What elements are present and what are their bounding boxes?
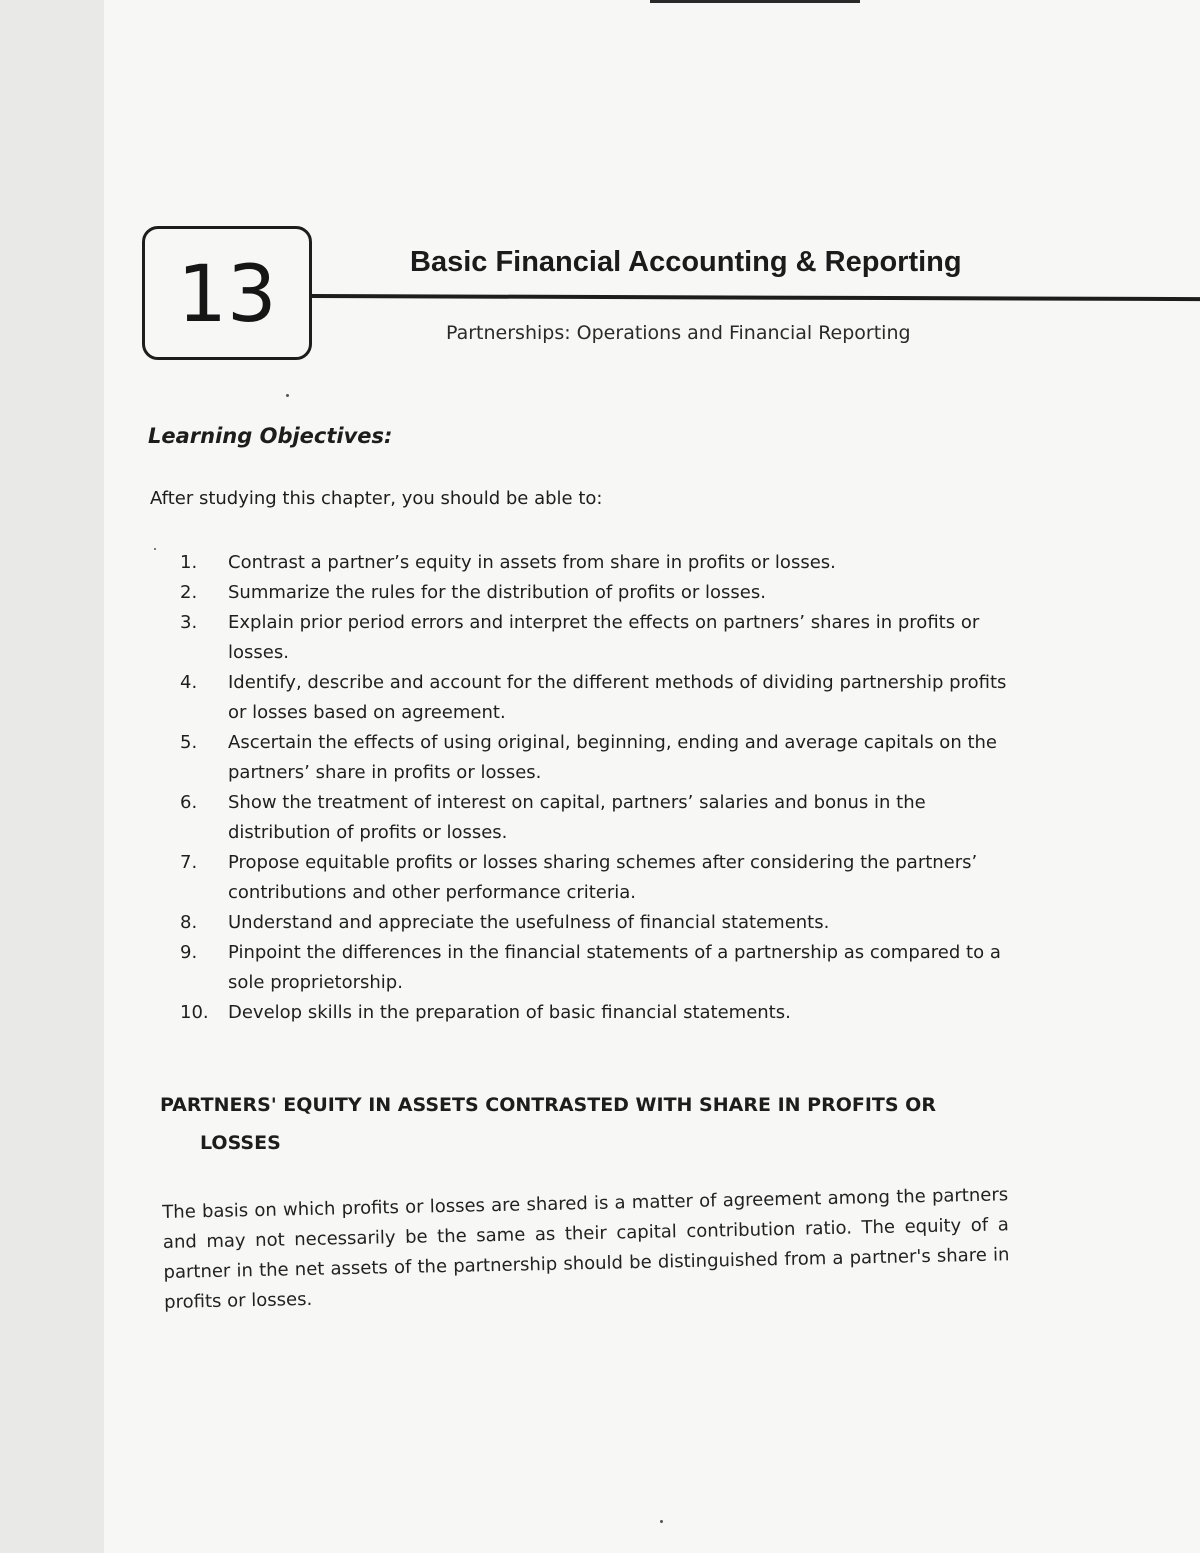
objective-text: Propose equitable profits or losses sharing schemes after considering the partners’ contributions and other performance criteria. <box>228 852 978 903</box>
scan-edge-mark <box>650 0 860 3</box>
objective-text: Show the treatment of interest on capital, partners’ salaries and bonus in the distribution of profits or losses. <box>228 792 926 843</box>
objective-item <box>180 548 1010 578</box>
objective-number: 9. <box>180 942 198 963</box>
objectives-list <box>180 548 1010 1028</box>
objective-text: Explain prior period errors and interpret the effects on partners’ shares in profits or losses. <box>228 612 980 663</box>
objective-number: 8. <box>180 912 198 933</box>
scan-speck <box>286 394 289 397</box>
objective-item <box>180 848 1010 908</box>
objective-item <box>180 728 1010 788</box>
objective-text: Understand and appreciate the usefulness of financial statements. <box>228 912 830 933</box>
objective-item <box>180 578 1010 608</box>
objective-text: Ascertain the effects of using original, beginning, ending and average capitals on the partners’ share in profits or losses. <box>228 732 997 783</box>
learning-objectives-intro: After studying this chapter, you should be able to: <box>150 488 603 509</box>
book-title: Basic Financial Accounting & Reporting <box>410 246 962 278</box>
objective-number: 7. <box>180 852 198 873</box>
objective-number: 10. <box>180 1002 209 1023</box>
section-paragraph: The basis on which profits or losses are shared is a matter of agreement among the partners and may not necessarily be the same as their capital contribution ratio. The equity of a partner in the net assets of the partnership should be distinguished from a partner's share in profits or losses. <box>162 1184 1010 1313</box>
objective-text: Identify, describe and account for the different methods of dividing partnership profits or losses based on agreement. <box>228 672 1007 723</box>
objective-text: Contrast a partner’s equity in assets from share in profits or losses. <box>228 552 836 573</box>
header-rule <box>312 294 1200 301</box>
learning-objectives-heading: Learning Objectives: <box>148 424 393 448</box>
objective-item <box>180 788 1010 848</box>
objective-text: Summarize the rules for the distribution of profits or losses. <box>228 582 766 603</box>
chapter-subtitle: Partnerships: Operations and Financial Reporting <box>446 322 911 344</box>
objective-number: 4. <box>180 672 198 693</box>
objective-item <box>180 908 1010 938</box>
section-heading: PARTNERS' EQUITY IN ASSETS CONTRASTED WITH SHARE IN PROFITS OR LOSSES <box>160 1094 936 1154</box>
objective-item <box>180 998 1010 1028</box>
objective-number: 1. <box>180 552 198 573</box>
objective-text: Develop skills in the preparation of basic financial statements. <box>228 1002 791 1023</box>
objective-text: Pinpoint the differences in the financial statements of a partnership as compared to a sole proprietorship. <box>228 942 1001 993</box>
objective-item <box>180 608 1010 668</box>
chapter-number: 13 <box>177 250 277 340</box>
objective-item <box>180 938 1010 998</box>
scan-speck <box>154 548 156 550</box>
objective-number: 6. <box>180 792 198 813</box>
objective-item <box>180 668 1010 728</box>
objective-number: 2. <box>180 582 198 603</box>
document-page <box>104 0 1200 1553</box>
chapter-number-box <box>142 226 312 360</box>
objective-number: 3. <box>180 612 198 633</box>
scan-speck <box>660 1520 663 1523</box>
objective-number: 5. <box>180 732 198 753</box>
